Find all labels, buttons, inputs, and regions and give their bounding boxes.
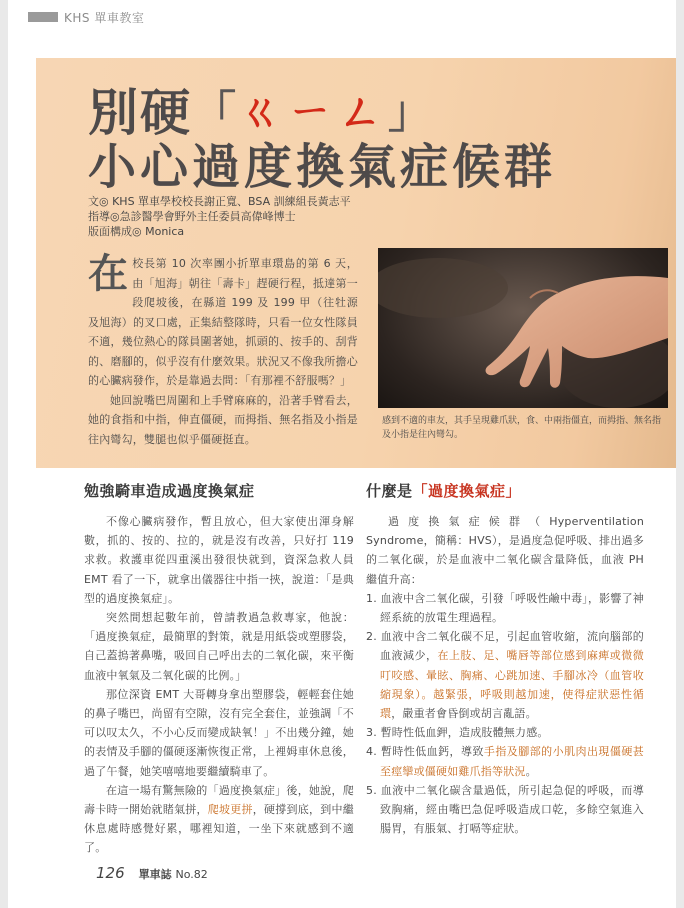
title-highlight: ㄍㄧㄥ (238, 87, 388, 138)
credit-advisor: 指導◎急診醫學會野外主任委員高偉峰博士 (88, 210, 296, 223)
title-quote-close: 」 (388, 87, 434, 138)
left-paragraph-4-highlight: 爬坡更拼 (207, 803, 253, 817)
magazine-name (139, 866, 208, 882)
list-item (366, 627, 644, 723)
right-heading-highlight: 「過度換氣症」 (412, 482, 522, 500)
photo-caption: 感到不適的車友，其手呈現雞爪狀，食、中兩指僵直，而拇指、無名指及小指是往內彎勾。 (382, 416, 662, 440)
list-item-highlight: 在上肢、足、嘴唇等部位感到麻痺或微微叮咬感、暈眩、胸痛、心跳加速、手腳冰冷（血管收縮現象）。越緊張，呼吸則越加速，使得症狀惡性循環 (380, 649, 644, 721)
left-paragraph-4 (84, 781, 354, 858)
right-heading-text: 什麼是 (366, 482, 413, 500)
intro-paragraph-1: 校長第 10 次率團小折單車環島的第 6 天，由「旭海」朝往「壽卡」趕硬行程，抵達第一段爬坡後，在縣道 199 及 199 甲（往牡源及旭海）的叉口處，正集結整隊時，只看一位女性隊員不適，幾位熱心的隊員圍著她，抓頭的、按手的、刮背的、磨腳的，似乎沒有什麼效果。狀況又不像我所擔心的心臟病發作，於是靠過去問：「有那裡不舒服嗎？」 (88, 257, 358, 387)
feature-panel (36, 58, 676, 468)
list-item-text-end: 。 (525, 764, 537, 778)
symptom-list (366, 589, 644, 839)
hand-illustration (378, 248, 668, 408)
list-item (366, 589, 644, 627)
section-label: KHS 單車教室 (64, 10, 145, 25)
magazine-page (8, 0, 676, 908)
right-column (366, 480, 644, 838)
title-quote-open: 「 (192, 87, 238, 138)
right-heading (366, 480, 644, 502)
credits (88, 194, 351, 239)
left-paragraph-4-a: 在這一場有驚無險的「過度換氣症」後，她說，爬壽卡時一開始就賭氣拼， (84, 783, 354, 817)
left-paragraph-4-b: ，硬撐到底，到中繼休息處時感覺好累，哪裡知道，一坐下來就感到不適了。 (84, 803, 354, 855)
list-item-text-end: ，嚴重者會昏倒或胡言亂語。 (391, 707, 537, 721)
list-item-text: 1. 血液中含二氧化碳，引發「呼吸性鹼中毒」，影響了神經系統的放電生理過程。 (366, 591, 644, 625)
list-item-highlight: 手指及腳部的小肌肉出現僵硬甚至痙攣或僵硬如雞爪指等狀況 (380, 745, 644, 778)
list-item (366, 781, 644, 839)
list-item-text: 4. 暫時性低血鈣，導致 (366, 745, 484, 759)
magazine-title: 單車誌 (138, 868, 172, 881)
page-number: 126 (96, 864, 125, 882)
left-column (84, 480, 354, 858)
list-item-text: 3. 暫時性低血鉀，造成肢體無力感。 (366, 726, 549, 740)
section-header (28, 8, 144, 26)
intro-text (88, 250, 358, 449)
intro-paragraph-2: 她回說嘴巴周圍和上手臂麻麻的，沿著手臂看去，她的食指和中指，伸直僵硬，而拇指、無名指及小指是往內彎勾，雙腿也似乎僵硬挺直。 (88, 393, 358, 446)
right-paragraph-1: 過度換氣症候群（Hyperventilation Syndrome，簡稱：HVS），是過度急促呼吸、排出過多的二氧化碳，於是血液中二氧化碳含量降低，血液 PH 繼值升高： (366, 515, 644, 586)
list-item-text: 2. 血液中含二氧化碳不足，引起血管收縮，流向腦部的血液減少， (366, 630, 644, 663)
left-paragraph-2: 突然間想起數年前，曾請教過急救專家，他說：「過度換氣症，最簡單的對策，就是用紙袋或塑膠袋，自己蓋摀著鼻嘴，吸回自己呼出去的二氧化碳，來平衡血液中氧氣及二氧化碳的比例。」 (84, 611, 354, 682)
credit-layout: 版面構成◎ Monica (88, 225, 185, 238)
credit-author: 文◎ KHS 單車學校校長謝正寬、BSA 訓練組長黃志平 (88, 195, 351, 208)
issue-number: No.82 (175, 868, 208, 881)
left-paragraph-1: 不像心臟病發作，暫且放心，但大家使出渾身解數，抓的、按的、拉的，就是沒有改善，只好打 119 求救。救護車從四重溪出發很快就到，資深急救人員 EMT 看了一下，就拿出儀器往中指一挾，說道：「是典型的過度換氣症」。 (84, 515, 354, 605)
list-item (366, 742, 644, 780)
list-item-text: 5. 血液中二氧化碳含量過低，所引起急促的呼吸，而導致胸痛，經由嘴巴急促呼吸造成口乾，多餘空氣進入腸胃，有脹氣、打嗝等症狀。 (366, 783, 644, 836)
left-paragraph-3: 那位深資 EMT 大哥轉身拿出塑膠袋，輕輕套住她的鼻子嘴巴，尚留有空隙，沒有完全套住，並強調「不可以叹太久，不小心反而變成缺氧！」不出幾分鐘，她的表情及手腳的僵硬逐漸恢復正常，上裡姆車休息後，過了午餐，她笑嘻嘻地要繼續騎車了。 (84, 687, 354, 778)
title-line-1 (88, 80, 434, 140)
title-part1: 別硬 (88, 84, 192, 142)
drop-cap: 在 (88, 250, 129, 297)
header-bar (28, 12, 58, 22)
list-item (366, 723, 644, 742)
page-footer (96, 864, 208, 882)
title-line-2: 小心過度換氣症候群 (88, 139, 557, 195)
hand-photo (378, 248, 668, 408)
left-heading: 勉強騎車造成過度換氣症 (84, 482, 255, 500)
